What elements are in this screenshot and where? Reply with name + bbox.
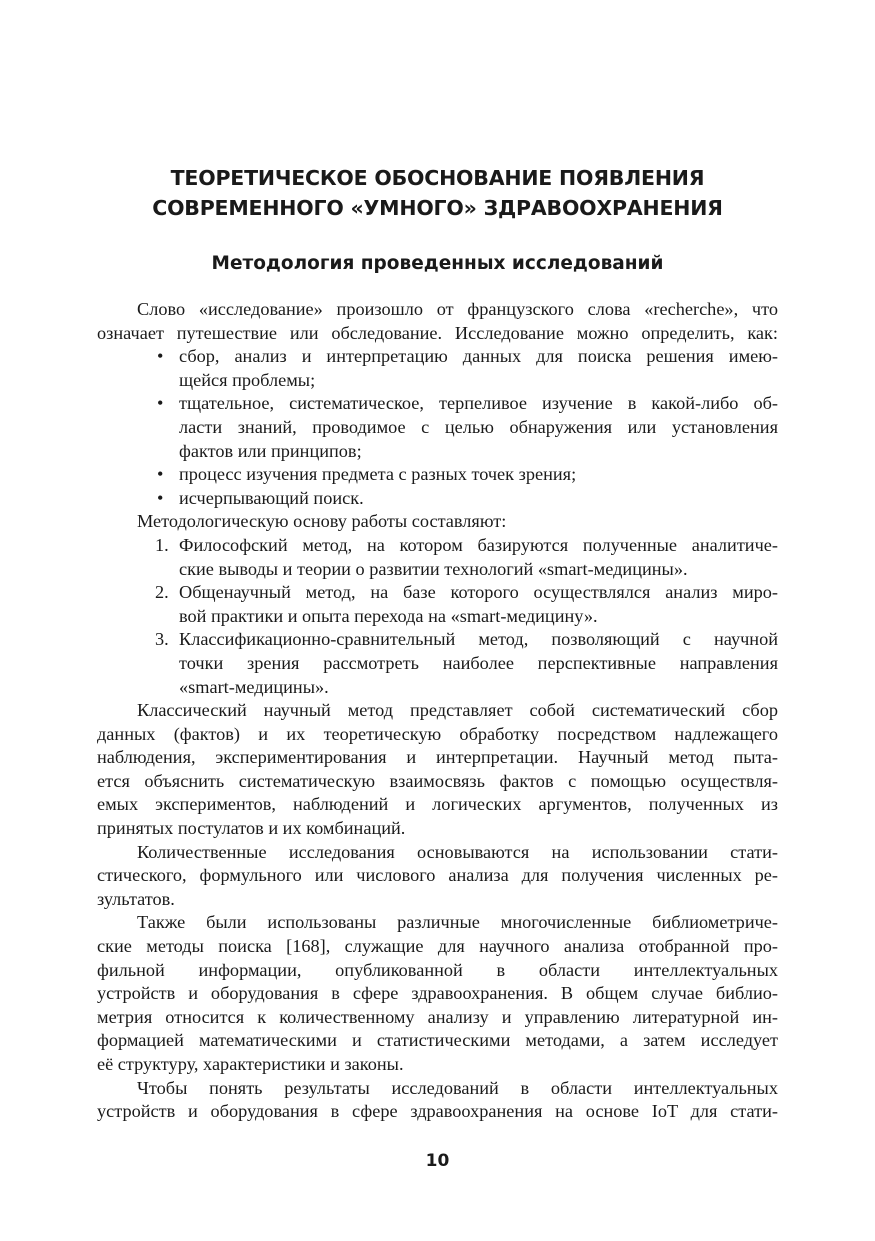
body-text — [97, 298, 778, 1124]
chapter-title — [97, 163, 778, 223]
bullet-marker: • — [157, 393, 164, 414]
bullet-marker: • — [157, 487, 164, 508]
text-line: принятых постулатов и их комбинаций. — [97, 818, 406, 839]
text-line: формацией математическими и статистическими методами, а затем исследует — [97, 1030, 778, 1051]
text-line: её структуру, характеристики и законы. — [97, 1054, 404, 1074]
numbered-item-continuation: «smart-медицины». — [179, 676, 329, 697]
text-line: означает путешествие или обследование. Исследование можно определить, как: — [97, 322, 778, 343]
numbered-item-text: Философский метод, на котором базируются полученные аналитиче- — [179, 534, 778, 555]
numbered-item — [97, 628, 778, 652]
list-item — [97, 345, 778, 369]
text-line: фильной информации, опубликованной в области интеллектуальных — [97, 959, 778, 980]
list-item — [97, 463, 778, 487]
text-line: зультатов. — [97, 888, 175, 909]
item-number: 1. — [155, 534, 169, 555]
list-item-text: сбор, анализ и интерпретацию данных для поиска решения имею- — [179, 346, 778, 367]
item-number: 2. — [155, 582, 169, 603]
text-line: Количественные исследования основываются на использовании стати- — [137, 841, 778, 862]
list-item-text: тщательное, систематическое, терпеливое изучение в какой-либо об- — [179, 393, 778, 414]
text-line: наблюдения, экспериментирования и интерпретации. Научный метод пыта- — [97, 747, 778, 768]
text-line: емых экспериментов, наблюдений и логических аргументов, полученных из — [97, 794, 778, 815]
text-line: ется объяснить систематическую взаимосвязь фактов с помощью осуществля- — [97, 770, 778, 791]
section-title: Методология проведенных исследований — [211, 253, 664, 274]
numbered-item-continuation: точки зрения рассмотреть наиболее перспективные направления — [179, 652, 778, 673]
text-line: ские методы поиска [168], служащие для научного анализа отобранной про- — [97, 936, 778, 957]
page-number: 10 — [425, 1151, 450, 1171]
text-line: Чтобы понять результаты исследований в области интеллектуальных — [137, 1077, 778, 1098]
list-item-continuation: щейся проблемы; — [179, 369, 316, 390]
bullet-marker: • — [157, 464, 164, 485]
text-line: Классический научный метод представляет собой систематический сбор — [137, 700, 778, 721]
text-line: стического, формульного или числового анализа для получения численных ре- — [97, 865, 778, 886]
item-number: 3. — [155, 629, 169, 650]
page — [97, 0, 778, 1241]
numbered-item — [97, 534, 778, 558]
list-item-continuation: фактов или принципов; — [179, 440, 362, 461]
chapter-title-line: ТЕОРЕТИЧЕСКОЕ ОБОСНОВАНИЕ ПОЯВЛЕНИЯ — [170, 166, 705, 190]
list-item-text: процесс изучения предмета с разных точек зрения; — [179, 464, 577, 485]
text-line: устройств и оборудования в сфере здравоохранения на основе IoT для стати- — [97, 1101, 778, 1122]
numbered-item-continuation: ские выводы и теории о развитии технологий «smart-медицины». — [179, 558, 688, 579]
list-item — [97, 392, 778, 416]
text-line: Методологическую основу работы составляют: — [137, 511, 507, 532]
numbered-item-continuation: вой практики и опыта перехода на «smart-медицину». — [179, 605, 598, 626]
text-line: Слово «исследование» произошло от французского слова «recherche», что — [137, 299, 778, 319]
text-line: данных (фактов) и их теоретическую обработку посредством надлежащего — [97, 723, 778, 744]
list-item-text: исчерпывающий поиск. — [179, 487, 364, 508]
list-item-continuation: ласти знаний, проводимое с целью обнаружения или установления — [179, 416, 778, 437]
list-item — [97, 487, 778, 511]
text-line: Также были использованы различные многочисленные библиометриче- — [137, 912, 778, 933]
numbered-item — [97, 581, 778, 605]
text-line: устройств и оборудования в сфере здравоохранения. В общем случае библио- — [97, 983, 778, 1004]
bullet-marker: • — [157, 346, 164, 367]
numbered-item-text: Общенаучный метод, на базе которого осуществлялся анализ миро- — [179, 582, 778, 603]
numbered-item-text: Классификационно-сравнительный метод, позволяющий с научной — [179, 629, 778, 650]
chapter-title-line: СОВРЕМЕННОГО «УМНОГО» ЗДРАВООХРАНЕНИЯ — [152, 196, 723, 220]
text-line: метрия относится к количественному анализу и управлению литературной ин- — [97, 1006, 778, 1027]
